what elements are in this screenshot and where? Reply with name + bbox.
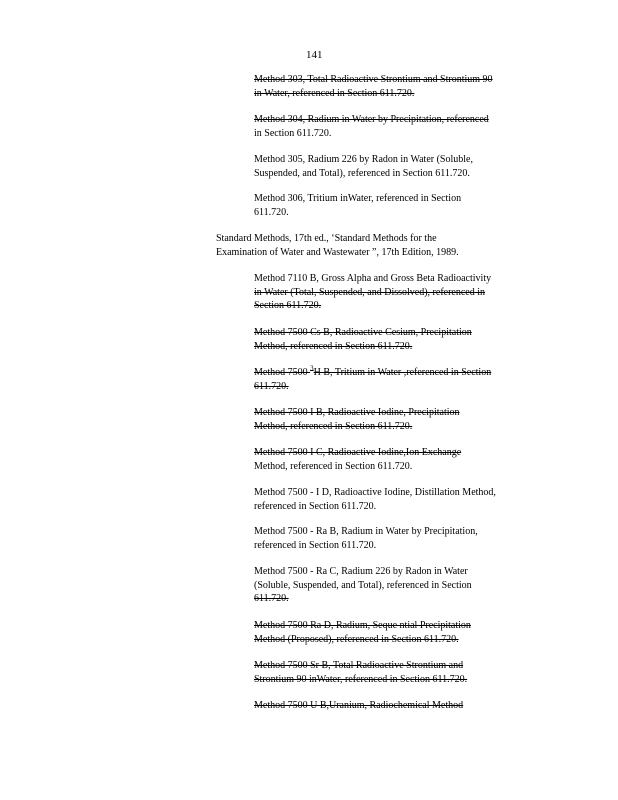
entry-line: 611.720. [254, 206, 289, 218]
entry-line: Method 7500 Sr B, Total Radioactive Strontium and [254, 660, 464, 671]
method-7500-u-b-entry [254, 699, 546, 713]
entry-line-part: H B, Tritium in Water ,referenced in Section [313, 367, 492, 378]
method-305-entry [254, 153, 546, 180]
method-7500-i-b-entry [254, 406, 546, 433]
entry-line: Method 7500 Ra D, Radium, Seque ntial Precipitation [254, 620, 471, 631]
entry-line: in Section 611.720. [254, 127, 332, 139]
entry-line: Method 7500 I C, Radioactive Iodine,Ion Exchange [254, 447, 462, 458]
method-304-entry [254, 113, 546, 140]
entry-line: Method, referenced in Section 611.720. [254, 460, 413, 472]
entry-line: referenced in Section 611.720. [254, 539, 377, 551]
method-7110b-entry [254, 272, 546, 313]
entry-line: Method 7110 B, Gross Alpha and Gross Beta Radioactivity [254, 273, 492, 284]
entry-line: 611.720. [254, 593, 289, 605]
method-7500-3h-b-entry [254, 366, 546, 393]
method-7500-ra-c-entry [254, 565, 546, 606]
standard-methods-heading [216, 232, 526, 259]
method-7500-sr-b-entry [254, 659, 546, 686]
method-7500-i-d-entry [254, 486, 546, 513]
entry-line-part: Method 7500 [254, 367, 311, 378]
entry-line: Method 303, Total Radioactive Strontium and Strontium 90 [254, 74, 493, 85]
entry-line: Method 7500 - Ra C, Radium 226 by Radon in Water [254, 566, 468, 577]
entry-line: Method 304, Radium in Water by Precipitation, referenced [254, 114, 489, 125]
entry-line: Method 7500 U B,Uranium, Radiochemical Method [254, 700, 464, 711]
entry-line: Method 7500 - I D, Radioactive Iodine, Distillation Method, [254, 487, 496, 498]
method-7500-ra-b-entry [254, 525, 546, 552]
entry-line: referenced in Section 611.720. [254, 500, 377, 512]
heading-line: Examination of Water and Wastewater ”, 17th Edition, 1989. [216, 246, 459, 258]
method-306-entry [254, 192, 546, 219]
entry-line: Section 611.720. [254, 300, 322, 312]
entry-line: Method 305, Radium 226 by Radon in Water (Soluble, [254, 154, 473, 165]
heading-line: Standard Methods, 17th ed., ‘Standard Methods for the [216, 233, 437, 244]
method-7500-i-c-entry [254, 446, 546, 473]
method-303-entry [254, 73, 546, 100]
entry-line: in Water, referenced in Section 611.720. [254, 87, 415, 99]
entry-line: Method, referenced in Section 611.720. [254, 420, 413, 432]
entry-line: Suspended, and Total), referenced in Section 611.720. [254, 167, 470, 179]
entry-line: (Soluble, Suspended, and Total), referenced in Section [254, 579, 472, 591]
entry-line: Method 7500 Cs B, Radioactive Cesium, Precipitation [254, 327, 472, 338]
entry-line [254, 366, 546, 380]
entry-line: Method 306, Tritium inWater, referenced in Section [254, 193, 462, 204]
entry-line: Method (Proposed), referenced in Section 611.720. [254, 633, 459, 645]
method-7500-cs-b-entry [254, 326, 546, 353]
entry-line: Method 7500 - Ra B, Radium in Water by Precipitation, [254, 526, 478, 537]
entry-line: in Water (Total, Suspended, and Dissolved), referenced in [254, 286, 486, 298]
superscript: 3 [310, 364, 314, 373]
entry-line: 611.720. [254, 380, 289, 392]
page-number: 141 [306, 49, 323, 61]
entry-line: Method, referenced in Section 611.720. [254, 340, 413, 352]
entry-line: Strontium 90 inWater, referenced in Section 611.720. [254, 673, 468, 685]
method-7500-ra-d-entry [254, 619, 546, 646]
entry-line: Method 7500 I B, Radioactive Iodine, Precipitation [254, 407, 460, 418]
